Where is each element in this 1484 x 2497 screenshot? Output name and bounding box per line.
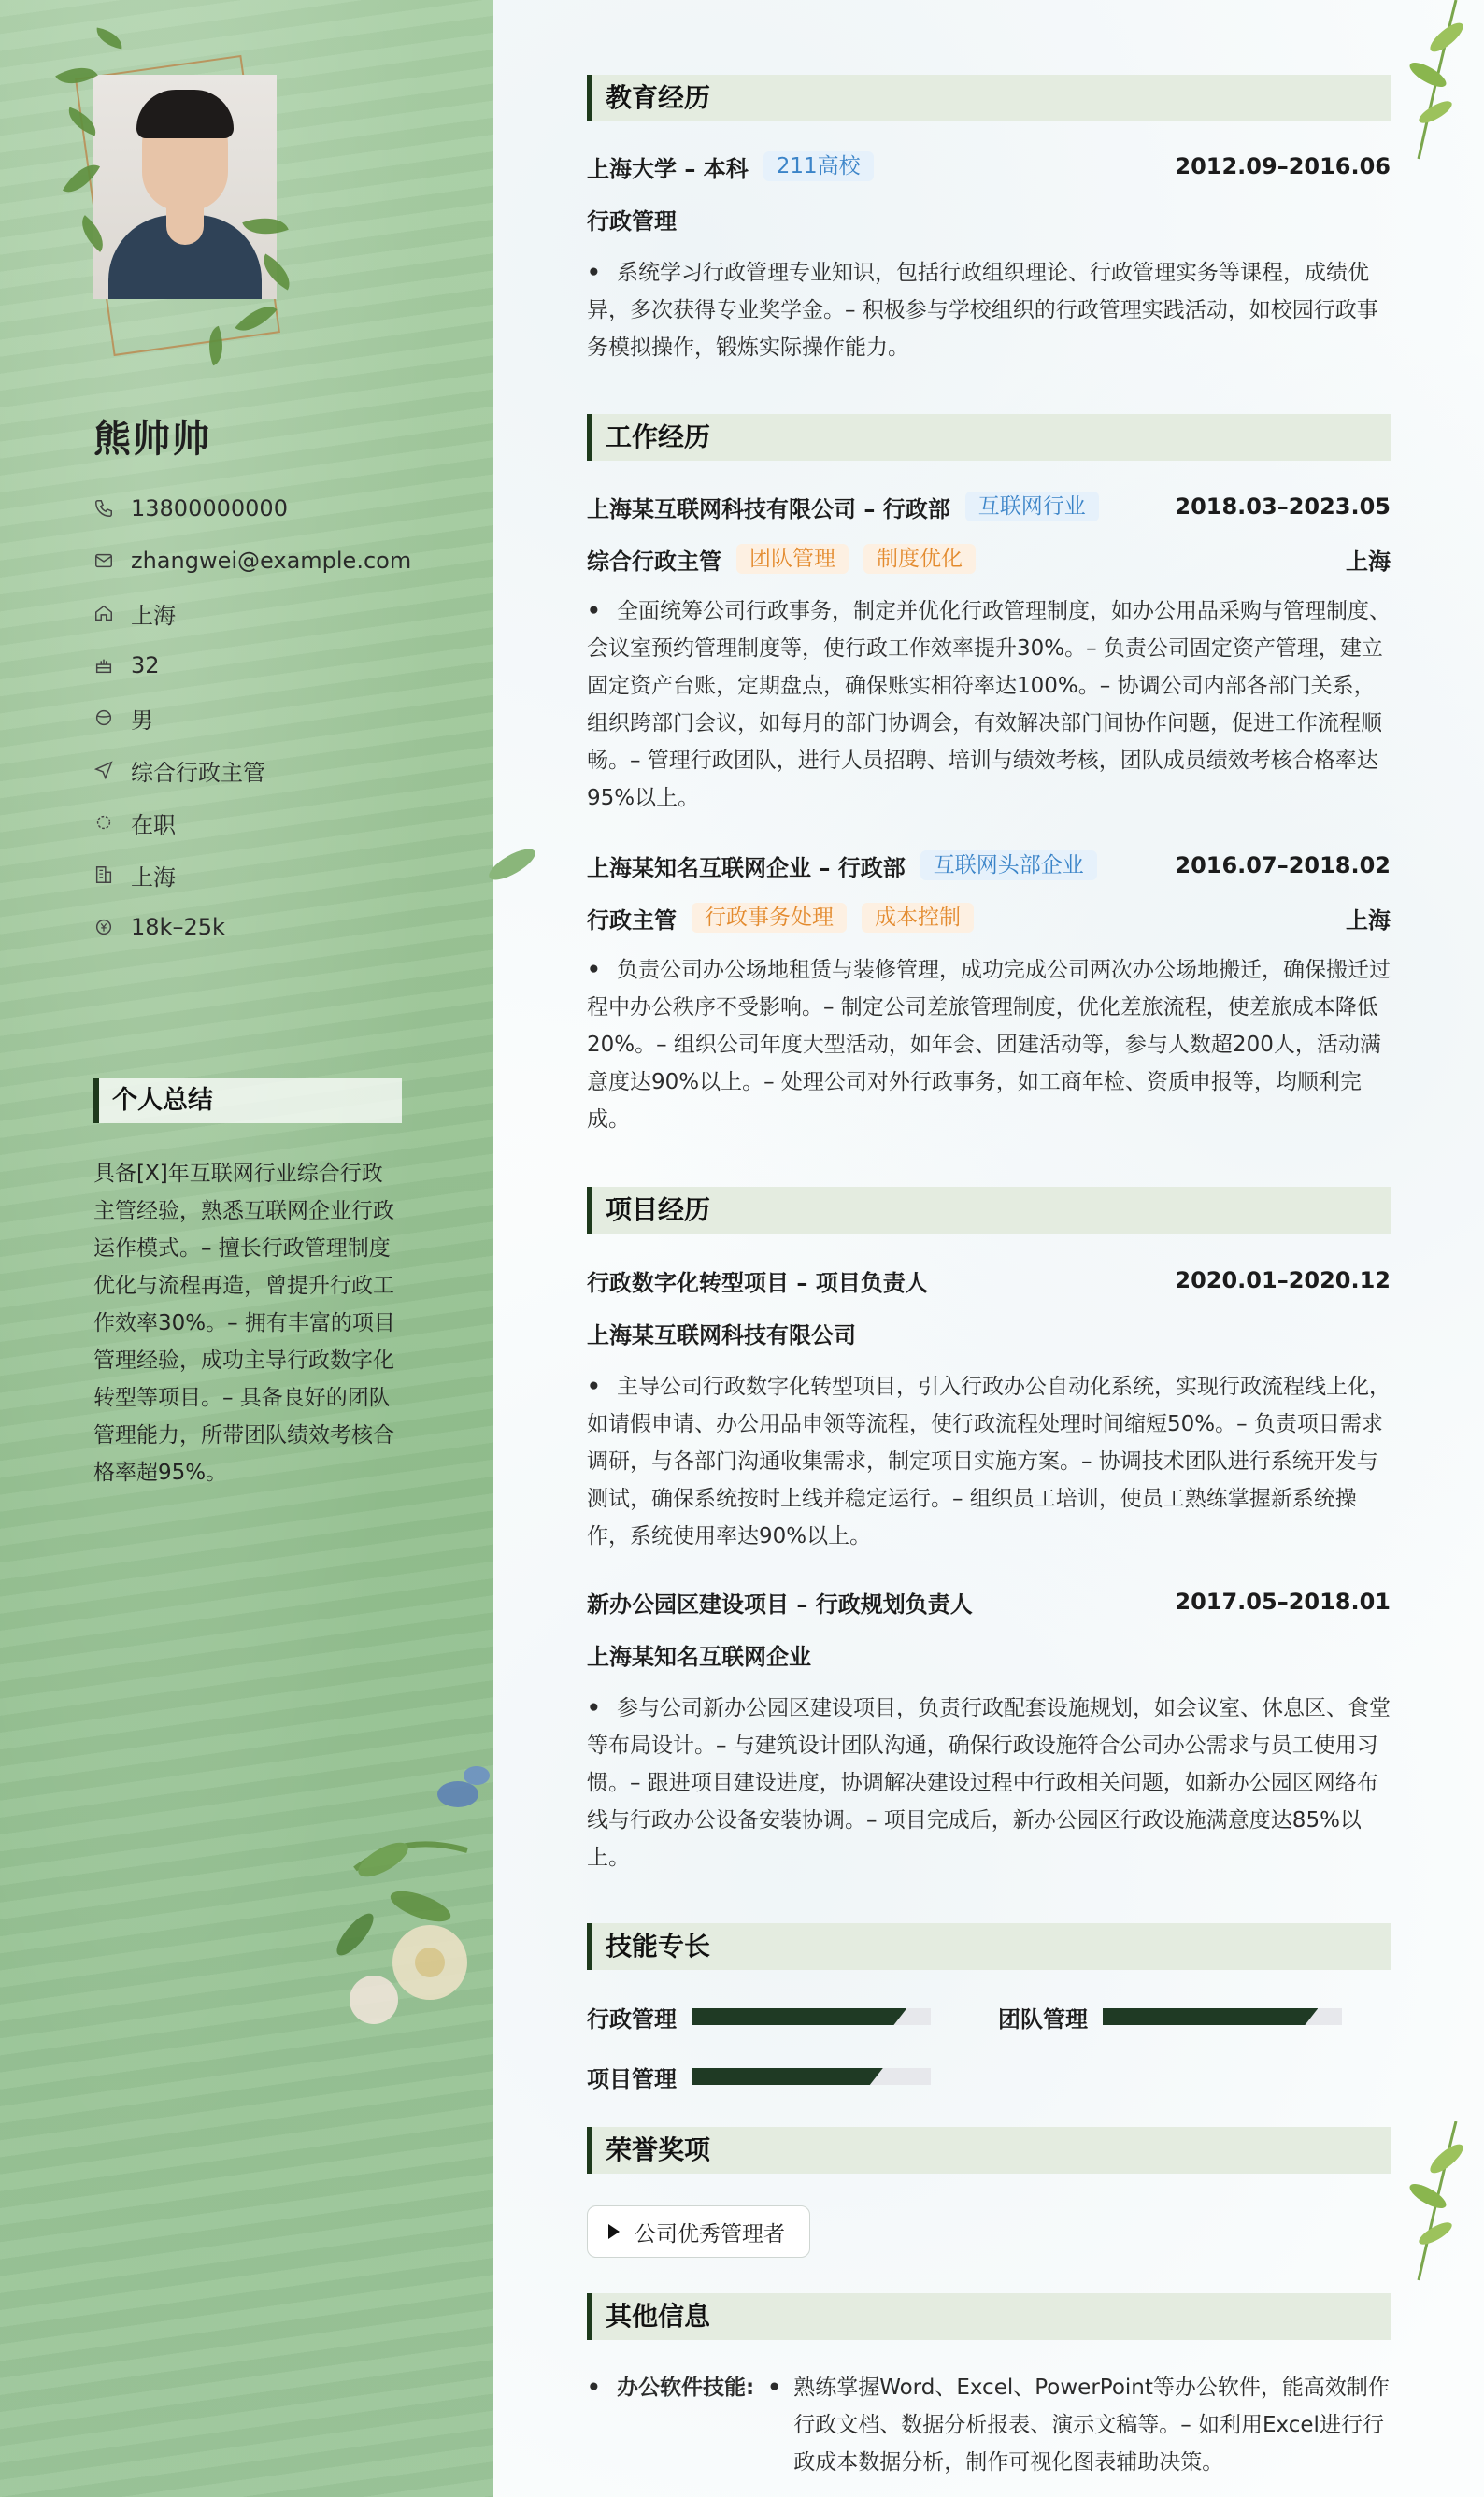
- email-text: zhangwei@example.com: [131, 548, 412, 574]
- contact-info-list: [93, 482, 411, 953]
- skill-name: 团队管理: [998, 2005, 1088, 2033]
- skill-bar-fill: [692, 2008, 906, 2025]
- leaf-decoration-middle: [484, 841, 540, 888]
- mail-icon: [93, 550, 114, 571]
- work-date: 2016.07–2018.02: [1175, 852, 1391, 878]
- project-org: 上海某互联网科技有限公司: [587, 1321, 856, 1348]
- education-description: • 系统学习行政管理专业知识，包括行政组织理论、行政管理实务等课程，成绩优异，多次获得专业奖学金。– 积极参与学校组织的行政管理实践活动，如校园行政事务模拟操作，锻炼实际操作能力。: [587, 261, 1378, 360]
- info-age: [93, 639, 411, 692]
- gender-icon: [93, 707, 114, 728]
- work-company: 上海某知名互联网企业 – 行政部: [587, 854, 906, 881]
- cake-icon: [93, 655, 114, 676]
- skill-name: 行政管理: [587, 2005, 677, 2033]
- school-tag: 211高校: [763, 151, 874, 181]
- project-item-header: [587, 1263, 1391, 1297]
- industry-tag: 互联网头部企业: [920, 850, 1097, 880]
- other-section-title: 其他信息: [587, 2293, 1391, 2340]
- work-company: 上海某互联网科技有限公司 – 行政部: [587, 495, 950, 522]
- work-item-header: [587, 490, 1391, 523]
- leaf-decoration: [94, 28, 125, 50]
- work-desc-text: 负责公司办公场地租赁与装修管理，成功完成公司两次办公场地搬迁，确保搬迁过程中办公秩序不受影响。– 制定公司差旅管理制度，优化差旅流程，使差旅成本降低20%。– 组织公司年度大型活动，如年会、团建活动等，参与人数超200人，活动满意度达90%以上。– 处理公司对外行政事务，如工商年检、资质申报等，均顺利完成。: [587, 958, 1391, 1132]
- skill-bar: [1103, 2008, 1342, 2025]
- work-role: 行政主管: [587, 906, 677, 934]
- leaf-decoration-top-right: [1391, 0, 1475, 168]
- projects-section-title: 项目经历: [587, 1187, 1391, 1234]
- skill-item: [587, 2000, 931, 2033]
- skill-tag: 成本控制: [862, 903, 974, 933]
- work-city-text: 上海: [131, 863, 176, 891]
- send-icon: [93, 760, 114, 780]
- info-status: [93, 796, 411, 849]
- info-phone: [93, 482, 411, 535]
- avatar-area: [58, 28, 292, 364]
- honor-item: [587, 2205, 810, 2258]
- phone-text: 13800000000: [131, 495, 288, 521]
- project-org-row: [587, 1637, 1391, 1671]
- position-text: 综合行政主管: [131, 759, 265, 786]
- status-text: 在职: [131, 811, 176, 838]
- work-city: 上海: [1346, 906, 1391, 934]
- candidate-name: 熊帅帅: [93, 418, 211, 461]
- project-desc-text: 主导公司行政数字化转型项目，引入行政办公自动化系统，实现行政流程线上化，如请假申请、办公用品申领等流程，使行政流程处理时间缩短50%。– 负责项目需求调研，与各部门沟通收集需求，制定项目实施方案。– 协调技术团队进行系统开发与测试，确保系统按时上线并稳定运行。– 组织员工培训，使员工熟练掌握新系统操作，系统使用率达90%以上。: [587, 1375, 1391, 1548]
- work-item-role-row: [587, 901, 1391, 935]
- school-name: 上海大学 – 本科: [587, 155, 749, 182]
- project-org-row: [587, 1316, 1391, 1349]
- education-major: 行政管理: [587, 207, 677, 235]
- skill-tag: 团队管理: [736, 544, 849, 574]
- location-text: 上海: [131, 602, 176, 629]
- age-text: 32: [131, 652, 160, 678]
- building-icon: [93, 864, 114, 885]
- summary-text: 具备[X]年互联网行业综合行政主管经验，熟悉互联网企业行政运作模式。– 擅长行政管理制度优化与流程再造，曾提升行政工作效率30%。– 拥有丰富的项目管理经验，成功主导行政数字化转型等项目。– 具备良好的团队管理能力，所带团队绩效考核合格率超95%。: [93, 1162, 395, 1485]
- avatar: [93, 75, 277, 299]
- skill-bar-fill: [1103, 2008, 1318, 2025]
- industry-tag: 互联网行业: [965, 492, 1099, 521]
- work-item-header: [587, 849, 1391, 882]
- flower-decoration: [318, 1719, 493, 2037]
- work-item-role-row: [587, 542, 1391, 576]
- project-description: • 主导公司行政数字化转型项目，引入行政办公自动化系统，实现行政流程线上化，如请假申请、办公用品申领等流程，使行政流程处理时间缩短50%。– 负责项目需求调研，与各部门沟通收集需求，制定项目实施方案。– 协调技术团队进行系统开发与测试，确保系统按时上线并稳定运行。– 组织员工培训，使员工熟练掌握新系统操作，系统使用率达90%以上。: [587, 1375, 1391, 1548]
- project-name: 新办公园区建设项目 – 行政规划负责人: [587, 1591, 973, 1618]
- other-label: 办公软件技能:: [617, 2376, 755, 2400]
- project-desc-text: 参与公司新办公园区建设项目，负责行政配套设施规划，如会议室、休息区、食堂等布局设计。– 与建筑设计团队沟通，确保行政设施符合公司办公需求与员工使用习惯。– 跟进项目建设进度，协调解决建设过程中行政相关问题，如新办公园区网络布线与行政办公设备安装协调。– 项目完成后，新办公园区行政设施满意度达85%以上。: [587, 1696, 1391, 1870]
- main-content: [493, 0, 1484, 2497]
- education-date: 2012.09–2016.06: [1175, 153, 1391, 179]
- work-description: • 全面统筹公司行政事务，制定并优化行政管理制度，如办公用品采购与管理制度、会议室预约管理制度等，使行政工作效率提升30%。– 负责公司固定资产管理，建立固定资产台账，定期盘点，确保账实相符率达100%。– 协调公司内部各部门关系，组织跨部门会议，如每月的部门协调会，有效解决部门间协作问题，促进工作流程顺畅。– 管理行政团队，进行人员招聘、培训与绩效考核，团队成员绩效考核合格率达95%以上。: [587, 599, 1391, 810]
- work-desc-text: 全面统筹公司行政事务，制定并优化行政管理制度，如办公用品采购与管理制度、会议室预约管理制度等，使行政工作效率提升30%。– 负责公司固定资产管理，建立固定资产台账，定期盘点，确保账实相符率达100%。– 协调公司内部各部门关系，组织跨部门会议，如每月的部门协调会，有效解决部门间协作问题，促进工作流程顺畅。– 管理行政团队，进行人员招聘、培训与绩效考核，团队成员绩效考核合格率达95%以上。: [587, 599, 1391, 810]
- work-description: • 负责公司办公场地租赁与装修管理，成功完成公司两次办公场地搬迁，确保搬迁过程中办公秩序不受影响。– 制定公司差旅管理制度，优化差旅流程，使差旅成本降低20%。– 组织公司年度大型活动，如年会、团建活动等，参与人数超200人，活动满意度达90%以上。– 处理公司对外行政事务，如工商年检、资质申报等，均顺利完成。: [587, 958, 1391, 1132]
- work-role: 综合行政主管: [587, 548, 721, 575]
- skill-bar: [692, 2008, 931, 2025]
- salary-icon: [93, 917, 114, 937]
- skill-tag: 制度优化: [863, 544, 976, 574]
- work-date: 2018.03–2023.05: [1175, 493, 1391, 520]
- education-section-title: 教育经历: [587, 75, 1391, 121]
- skill-tag: 行政事务处理: [692, 903, 847, 933]
- summary-title: 个人总结: [93, 1078, 402, 1123]
- education-header: [587, 150, 1391, 183]
- sidebar: [0, 0, 493, 2497]
- skill-bar: [692, 2068, 931, 2085]
- gender-text: 男: [131, 706, 153, 734]
- phone-icon: [93, 498, 114, 519]
- info-position: [93, 744, 411, 796]
- info-email: [93, 535, 411, 587]
- info-work-city: [93, 849, 411, 901]
- leaf-decoration-bottom-right: [1391, 2121, 1475, 2290]
- honors-section-title: 荣誉奖项: [587, 2127, 1391, 2174]
- skill-item: [587, 2060, 931, 2093]
- honor-text: 公司优秀管理者: [635, 2221, 785, 2247]
- home-icon: [93, 603, 114, 623]
- project-description: • 参与公司新办公园区建设项目，负责行政配套设施规划，如会议室、休息区、食堂等布局设计。– 与建筑设计团队沟通，确保行政设施符合公司办公需求与员工使用习惯。– 跟进项目建设进度，协调解决建设过程中行政相关问题，如新办公园区网络布线与行政办公设备安装协调。– 项目完成后，新办公园区行政设施满意度达85%以上。: [587, 1696, 1391, 1870]
- project-date: 2020.01–2020.12: [1175, 1267, 1391, 1293]
- skill-name: 项目管理: [587, 2065, 677, 2092]
- education-desc-text: 系统学习行政管理专业知识，包括行政组织理论、行政管理实务等课程，成绩优异，多次获得专业奖学金。– 积极参与学校组织的行政管理实践活动，如校园行政事务模拟操作，锻炼实际操作能力。: [587, 261, 1378, 360]
- education-major-row: [587, 202, 1391, 235]
- other-info: • 办公软件技能: • 熟练掌握Word、Excel、PowerPoint等办公软件，能高效制作行政文档、数据分析报表、演示文稿等。– 如利用Excel进行行政成本数据分析，制作可视化图表辅助决策。: [587, 2369, 1391, 2481]
- project-org: 上海某知名互联网企业: [587, 1643, 811, 1670]
- info-gender: [93, 692, 411, 744]
- project-date: 2017.05–2018.01: [1175, 1589, 1391, 1615]
- triangle-icon: [608, 2224, 620, 2239]
- project-item-header: [587, 1585, 1391, 1619]
- skill-bar-fill: [692, 2068, 883, 2085]
- skills-section-title: 技能专长: [587, 1923, 1391, 1970]
- other-text: 熟练掌握Word、Excel、PowerPoint等办公软件，能高效制作行政文档、数据分析报表、演示文稿等。– 如利用Excel进行行政成本数据分析，制作可视化图表辅助决策。: [793, 2376, 1390, 2475]
- info-location: [93, 587, 411, 639]
- project-name: 行政数字化转型项目 – 项目负责人: [587, 1269, 928, 1296]
- skill-item: [998, 2000, 1342, 2033]
- work-city: 上海: [1346, 548, 1391, 575]
- info-salary: [93, 901, 411, 953]
- status-icon: [93, 812, 114, 833]
- work-section-title: 工作经历: [587, 414, 1391, 461]
- salary-text: 18k–25k: [131, 914, 225, 940]
